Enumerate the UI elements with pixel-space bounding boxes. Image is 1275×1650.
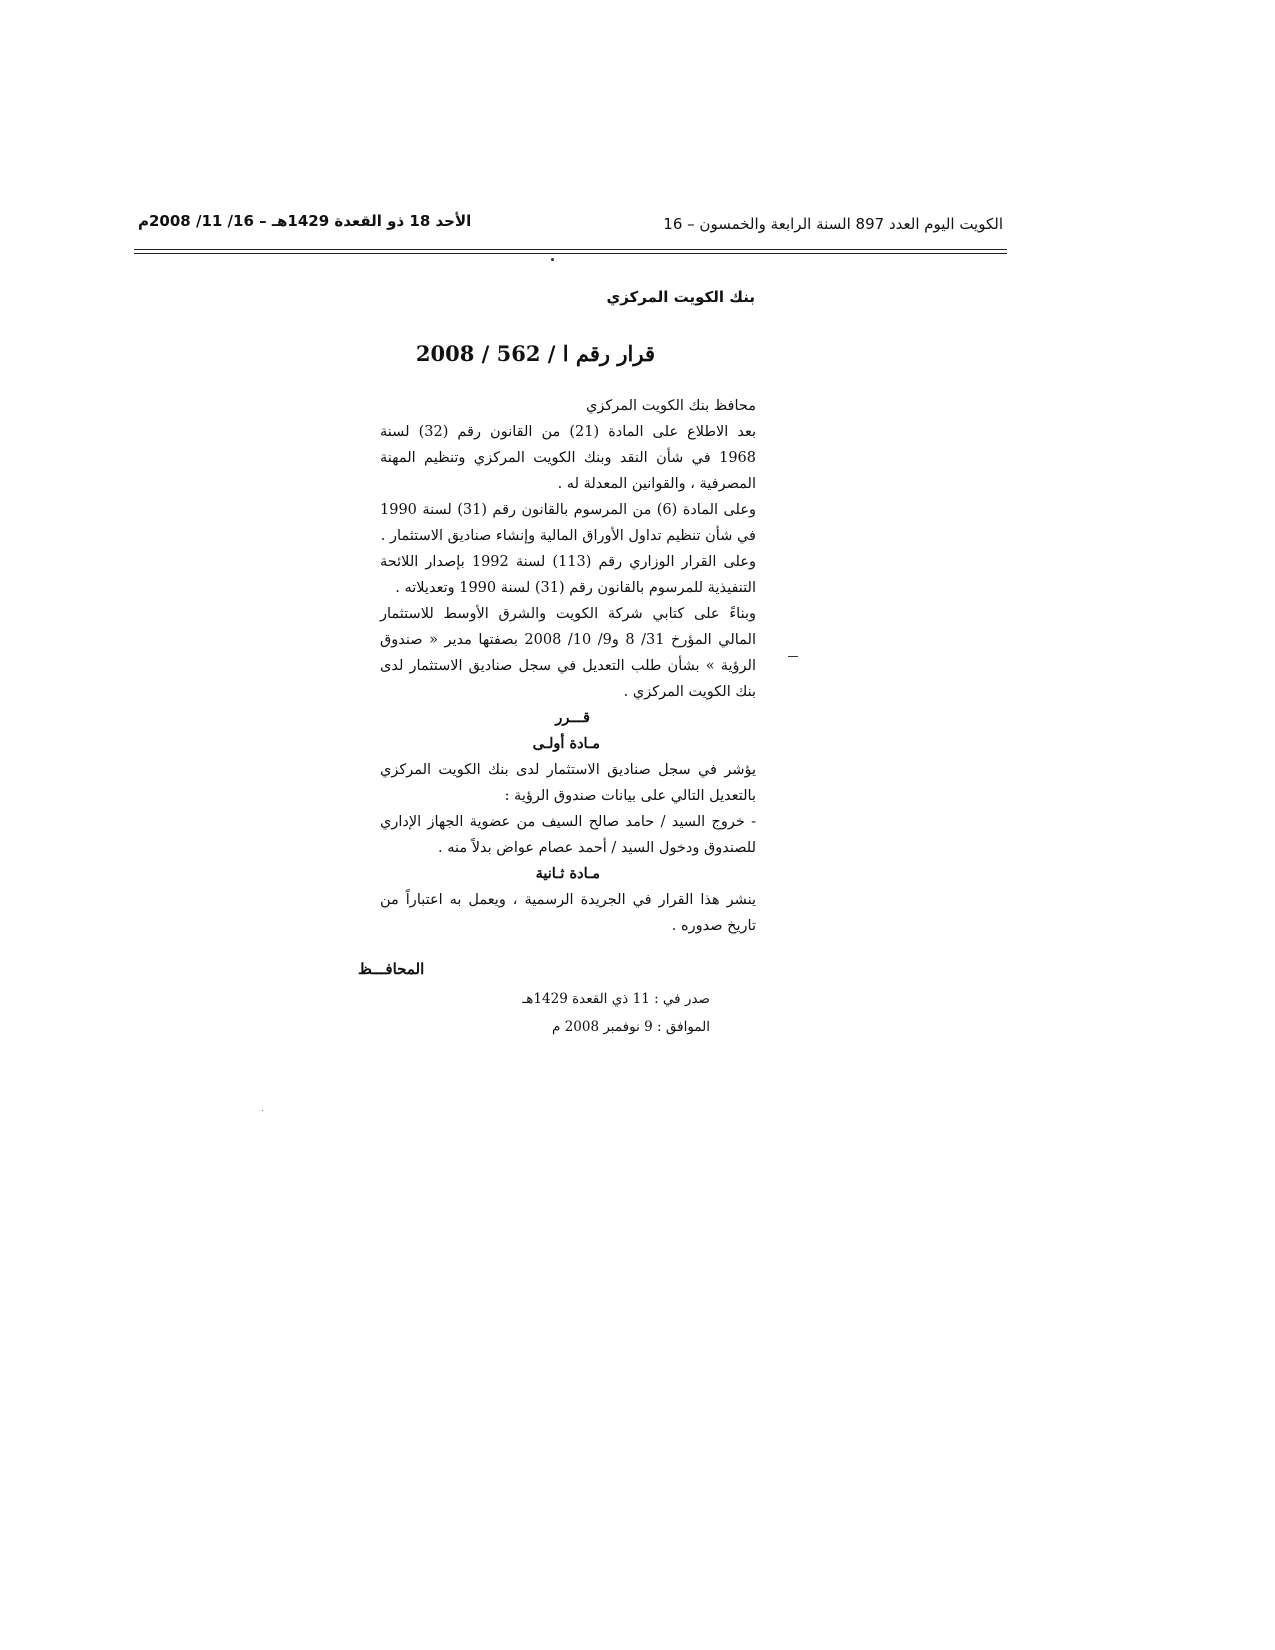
recital-2: وعلى المادة (6) من المرسوم بالقانون رقم (31) لسنة 1990 في شأن تنظيم تداول الأوراق المالية وإنشاء صناديق الاستثمار . [380,502,756,544]
article-2-heading: مـادة ثـانية [535,865,600,882]
article-1-text: يؤشر في سجل صناديق الاستثمار لدى بنك الكويت المركزي بالتعديل التالي على بيانات صندوق الرؤية : [380,762,756,804]
decided-heading: قـــرر [555,709,590,726]
scan-speck [788,656,798,657]
recital-1: بعد الاطلاع على المادة (21) من القانون رقم (32) لسنة 1968 في شأن النقد وبنك الكويت المركزي وتنظيم المهنة المصرفية ، والقوانين المعدلة له . [380,424,756,492]
corresponding-date: الموافق : 9 نوفمبر 2008 م [552,1019,710,1035]
opening-line: محافظ بنك الكويت المركزي [586,398,756,414]
issued-date: صدر في : 11 ذي القعدة 1429هـ [522,991,710,1007]
issuer-name: بنك الكويت المركزي [606,288,755,306]
decree-title: قرار رقم ا / 562 / 2008 [415,341,655,366]
article-1-heading: مـادة أولـى [532,735,600,752]
scan-speck [262,1110,263,1111]
header-rule-bottom [134,253,1007,254]
page-header-left: الأحد 18 ذو القعدة 1429هـ – 16/ 11/ 2008م [138,212,472,230]
article-2-text: ينشر هذا القرار في الجريدة الرسمية ، ويعمل به اعتباراً من تاريخ صدوره . [380,892,756,934]
article-1-item: - خروج السيد / حامد صالح السيف من عضوية الجهاز الإداري للصندوق ودخول السيد / أحمد عصام عواض بدلاً منه . [380,814,756,856]
recital-4: وبناءً على كتابي شركة الكويت والشرق الأوسط للاستثمار المالي المؤرخ 31/ 8 و9/ 10/ 2008 بصفتها مدير « صندوق الرؤية » بشأن طلب التعديل في سجل صناديق الاستثمار لدى بنك الكويت المركزي . [380,606,756,700]
issue-dates [522,985,710,1041]
scan-speck [551,258,554,261]
recital-3: وعلى القرار الوزاري رقم (113) لسنة 1992 بإصدار اللائحة التنفيذية للمرسوم بالقانون رقم (31) لسنة 1990 وتعديلاته . [380,554,756,596]
header-rule-top [134,249,1007,250]
governor-signature: المحافـــظ [358,960,425,978]
decree-body [380,393,770,939]
page-header-right: الكويت اليوم العدد 897 السنة الرابعة والخمسون – 16 [663,215,1003,233]
